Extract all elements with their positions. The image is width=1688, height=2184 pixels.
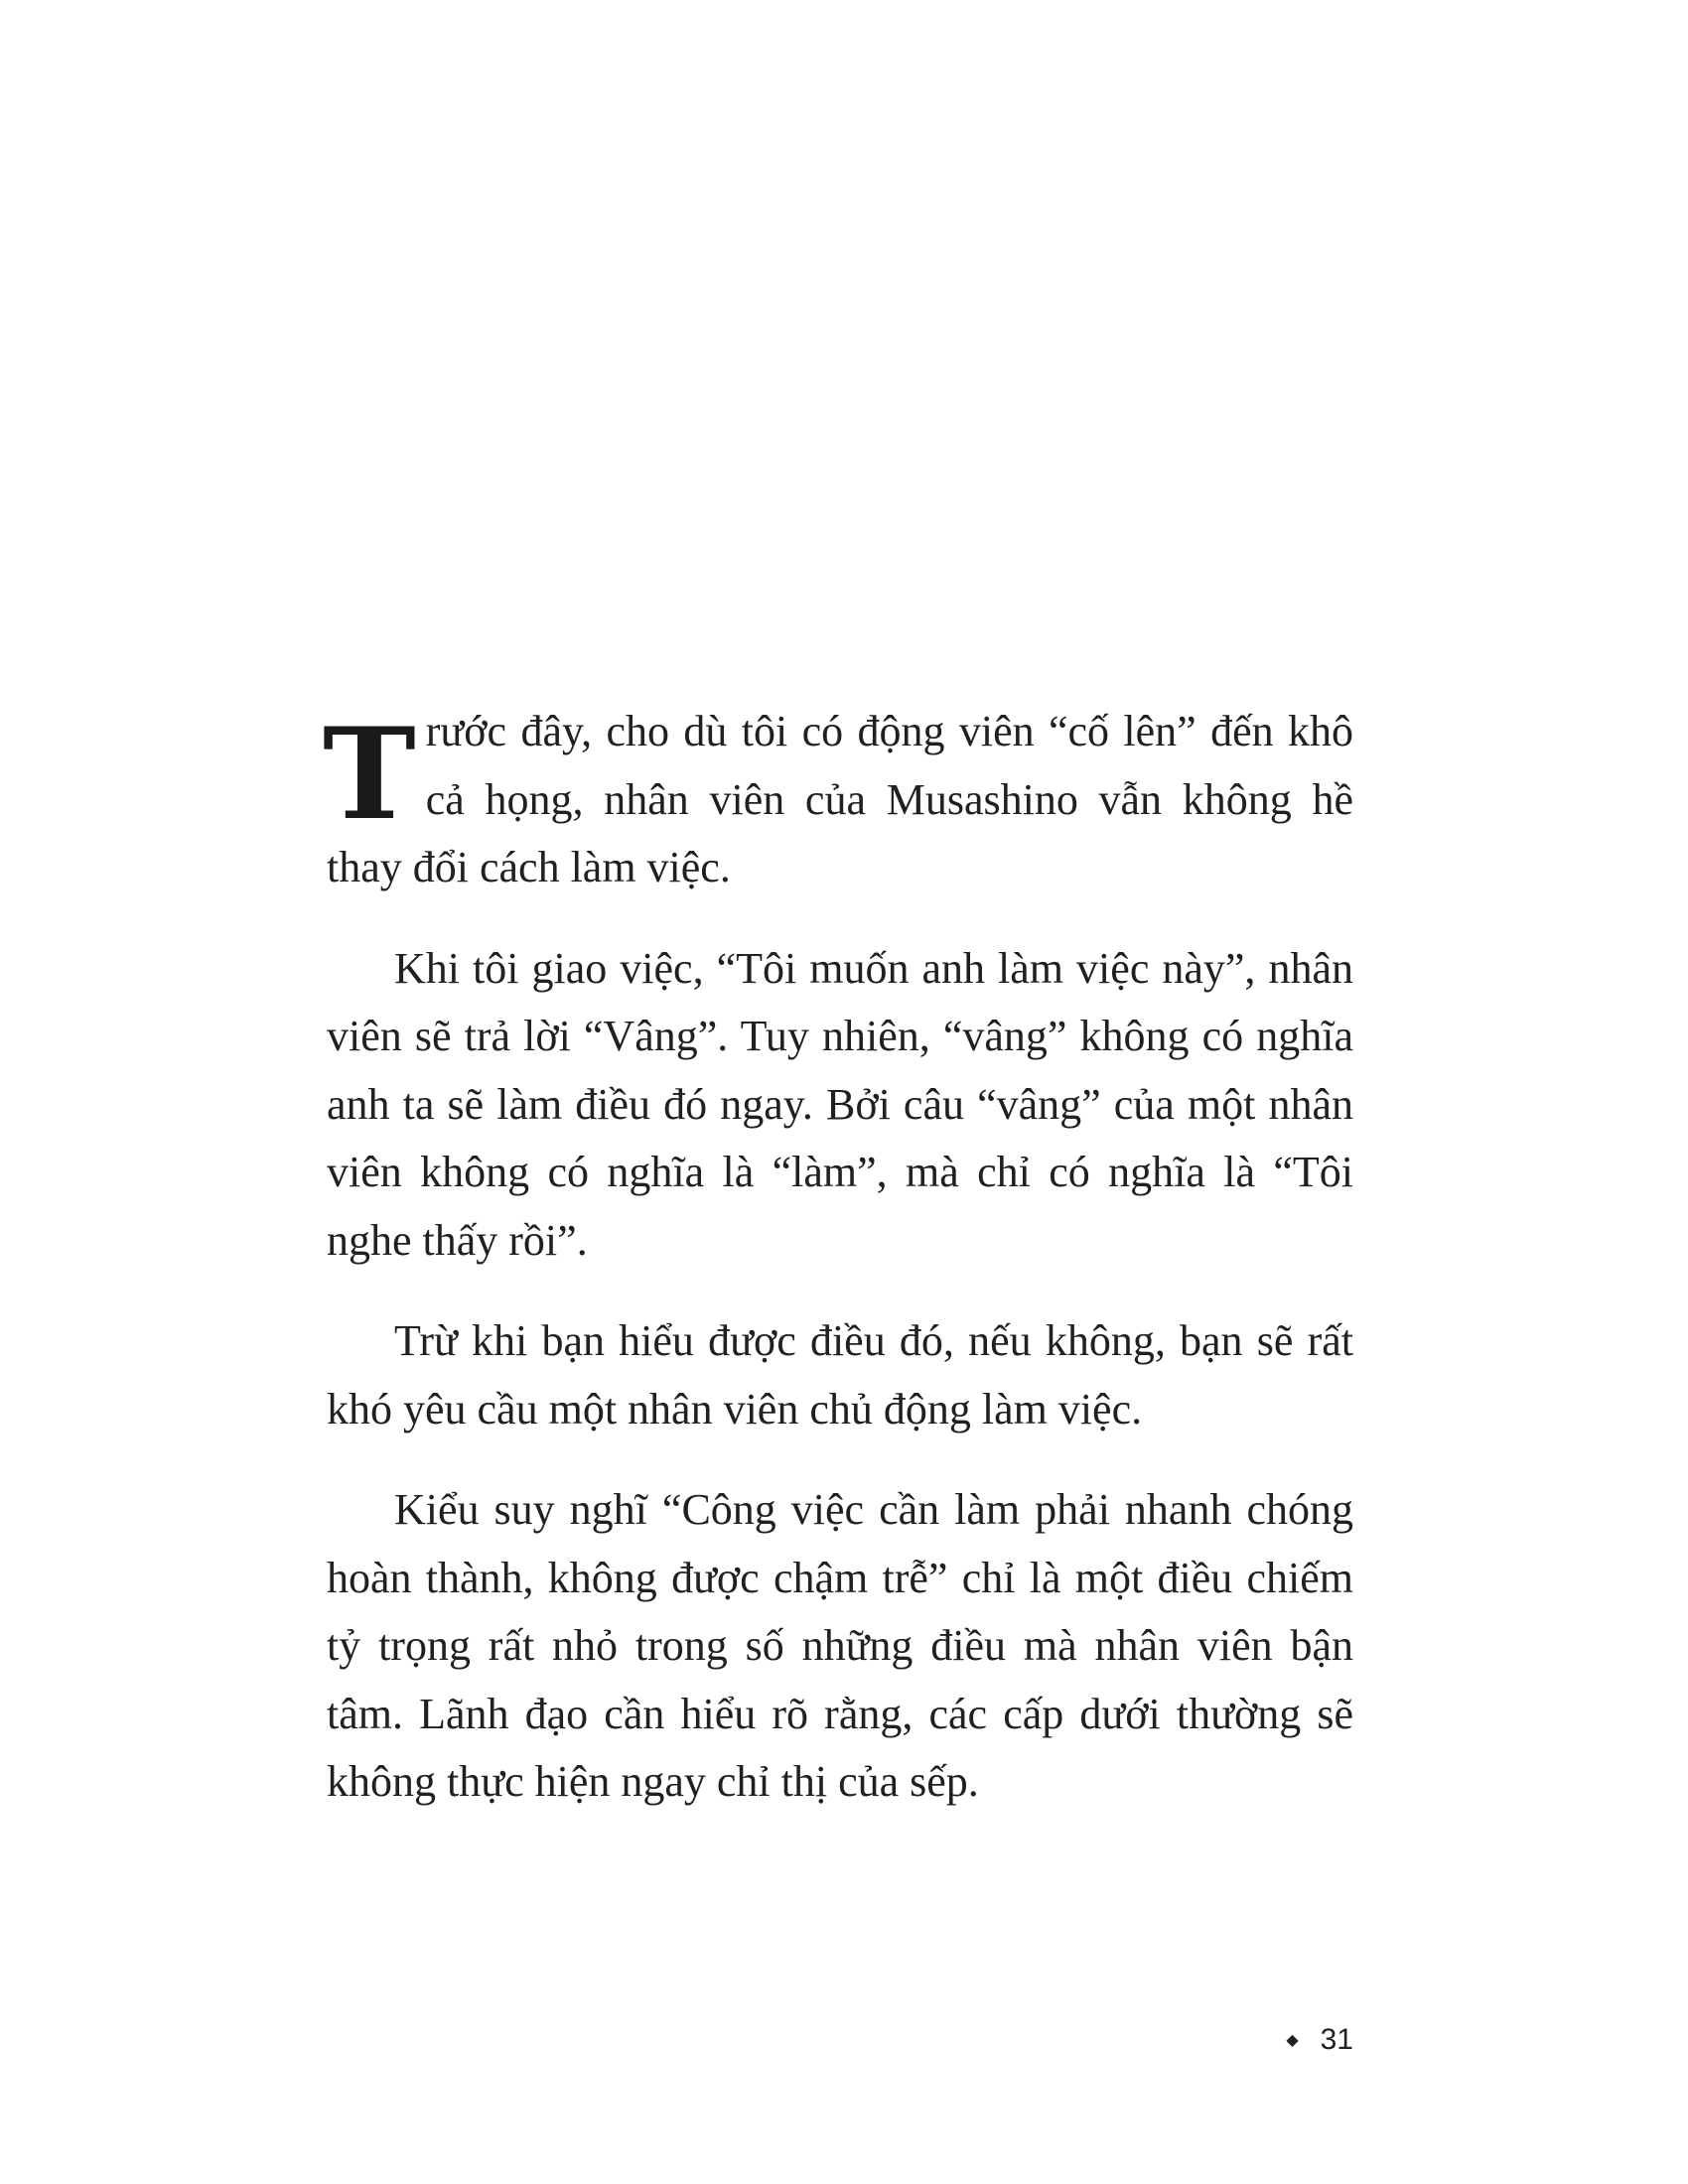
page-number: 31 xyxy=(1320,2023,1353,2056)
paragraph-4: Kiểu suy nghĩ “Công việc cần làm phải nhanh chóng hoàn thành, không được chậm trễ” chỉ là một điều chiếm tỷ trọng rất nhỏ trong số những điều mà nhân viên bận tâm. Lãnh đạo cần hiểu rõ rằng, các cấp dưới thường sẽ không thực hiện ngay chỉ thị của sếp. xyxy=(327,1485,1353,1806)
paragraph-1-text: rước đây, cho dù tôi có động viên “cố lên” đến khô cả họng, nhân viên của Musashino vẫn không hề thay đổi cách làm việc. xyxy=(327,707,1353,891)
page-footer xyxy=(1286,2023,1353,2057)
paragraph-3: Trừ khi bạn hiểu được điều đó, nếu không, bạn sẽ rất khó yêu cầu một nhân viên chủ động làm việc. xyxy=(327,1316,1353,1433)
body-text xyxy=(323,698,1353,1849)
paragraph-2: Khi tôi giao việc, “Tôi muốn anh làm việc này”, nhân viên sẽ trả lời “Vâng”. Tuy nhiên, “vâng” không có nghĩa anh ta sẽ làm điều đó ngay. Bởi câu “vâng” của một nhân viên không có nghĩa là “làm”, mà chỉ có nghĩa là “Tôi nghe thấy rồi”. xyxy=(327,943,1353,1265)
paragraph-1 xyxy=(323,698,1353,902)
drop-cap: T xyxy=(323,701,416,848)
diamond-ornament-icon: ◆ xyxy=(1286,2032,1299,2049)
